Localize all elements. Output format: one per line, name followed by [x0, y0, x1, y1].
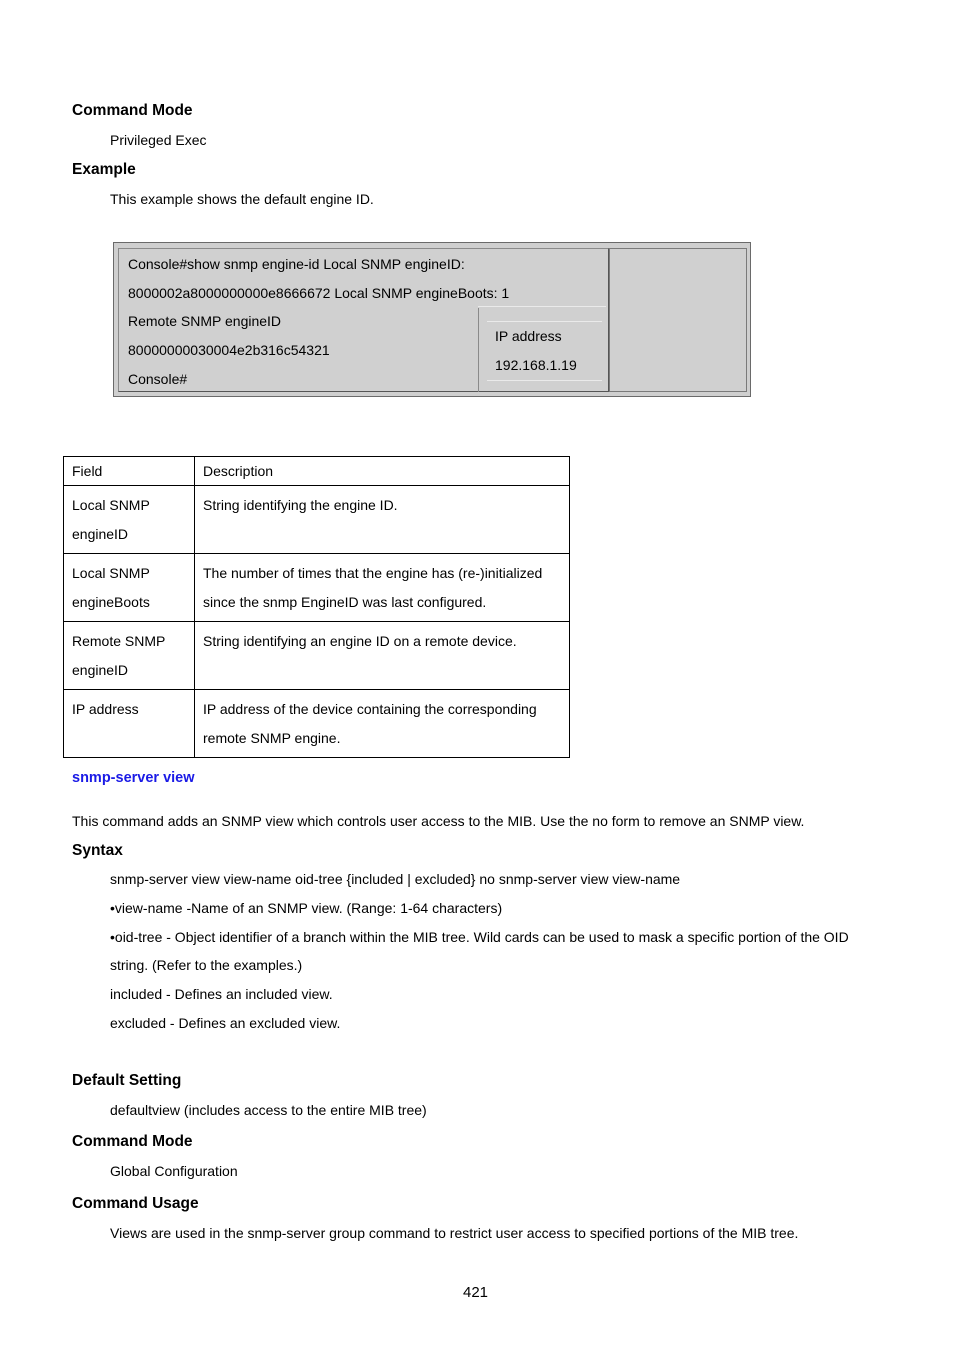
divider: [478, 306, 606, 307]
command-mode-value: Privileged Exec: [110, 132, 207, 148]
syntax-line: included - Defines an included view.: [110, 986, 333, 1002]
description-cell: String identifying the engine ID.: [195, 486, 570, 554]
command-usage-text: Views are used in the snmp-server group command to restrict user access to specified portions of the MIB tree.: [110, 1225, 799, 1241]
field-cell: Local SNMP engineID: [64, 486, 195, 554]
command-mode-value: Global Configuration: [110, 1163, 238, 1179]
console-side-panel: [609, 248, 747, 392]
syntax-line: excluded - Defines an excluded view.: [110, 1015, 341, 1031]
syntax-line: snmp-server view view-name oid-tree {included | excluded} no snmp-server view view-name: [110, 871, 681, 887]
syntax-line: string. (Refer to the examples.): [110, 957, 303, 973]
console-line: Console#show snmp engine-id Local SNMP engineID:: [128, 256, 465, 272]
field-cell: IP address: [64, 690, 195, 758]
table-row: [64, 690, 570, 758]
syntax-line: •view-name -Name of an SNMP view. (Range: 1-64 characters): [110, 900, 503, 916]
console-example-box: [113, 242, 751, 397]
header-description: Description: [195, 457, 570, 486]
header-field: Field: [64, 457, 195, 486]
command-usage-heading: Command Usage: [72, 1195, 199, 1212]
ip-address-cell: [478, 308, 606, 392]
table-row: [64, 486, 570, 554]
field-cell: Remote SNMP engineID: [64, 622, 195, 690]
page-number: 421: [463, 1284, 489, 1301]
field-description-table: [63, 456, 570, 758]
divider: [487, 380, 602, 381]
description-cell: The number of times that the engine has (re-)initialized since the snmp EngineID was last configured.: [195, 554, 570, 622]
example-text: This example shows the default engine ID.: [110, 191, 374, 207]
syntax-line: •oid-tree - Object identifier of a branch within the MIB tree. Wild cards can be used to mask a specific portion of the OID: [110, 929, 849, 945]
table-header-row: [64, 457, 570, 486]
description-cell: String identifying an engine ID on a remote device.: [195, 622, 570, 690]
section-intro: This command adds an SNMP view which controls user access to the MIB. Use the no form to remove an SNMP view.: [72, 813, 805, 829]
ip-address-label: IP address: [495, 328, 562, 344]
console-line: Remote SNMP engineID: [128, 313, 282, 329]
command-mode-heading: Command Mode: [72, 1133, 193, 1150]
field-cell: Local SNMP engineBoots: [64, 554, 195, 622]
syntax-heading: Syntax: [72, 842, 123, 859]
table-row: [64, 622, 570, 690]
default-setting-value: defaultview (includes access to the entire MIB tree): [110, 1102, 427, 1118]
table-row: [64, 554, 570, 622]
command-mode-heading: Command Mode: [72, 102, 193, 119]
section-title-link[interactable]: snmp-server view: [72, 770, 195, 786]
console-line: 8000002a8000000000e8666672 Local SNMP engineBoots: 1: [128, 285, 510, 301]
ip-address-value: 192.168.1.19: [495, 357, 577, 373]
console-output: [118, 248, 609, 392]
default-setting-heading: Default Setting: [72, 1072, 182, 1089]
description-cell: IP address of the device containing the corresponding remote SNMP engine.: [195, 690, 570, 758]
console-line: Console#: [128, 371, 188, 387]
divider: [487, 321, 602, 322]
example-heading: Example: [72, 161, 136, 178]
console-line: 80000000030004e2b316c54321: [128, 342, 330, 358]
